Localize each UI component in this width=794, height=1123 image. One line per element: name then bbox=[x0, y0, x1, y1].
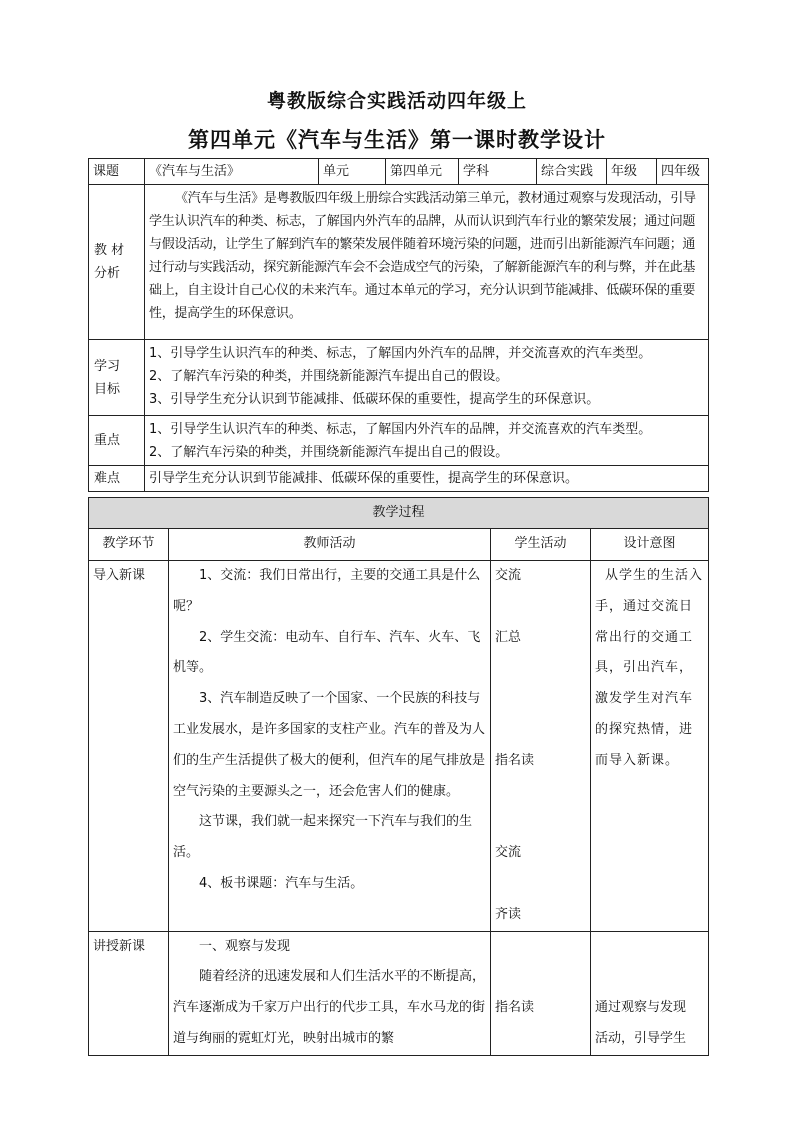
student-activity-line bbox=[495, 653, 586, 684]
student-activity-line bbox=[495, 777, 586, 808]
design-intent-line: 通过观察与发现 bbox=[595, 1000, 687, 1016]
objectives-row bbox=[89, 340, 709, 416]
analysis-text: 《汽车与生活》是粤教版四年级上册综合实践活动第三单元，教材通过观察与发现活动，引导学生认识汽车的种类、标志，了解国内外汽车的品牌，从而认识到汽车行业的繁荣发展；通过问题与假设活动，让学生了解到汽车的繁荣发展伴随着环境污染的问题，进而引出新能源汽车问题；通过行动与实践活动，探究新能源汽车会不会造成空气的污染，了解新能源汽车的利与弊，并在此基础上，自主设计自己心仪的未来汽车。通过本单元的学习，充分认识到节能减排、低碳环保的重要性，提高学生的环保意识。 bbox=[149, 191, 696, 321]
teacher-activity-item: 4、板书课题：汽车与生活。 bbox=[199, 875, 364, 891]
objective-item: 3、引导学生充分认识到节能减排、低碳环保的重要性，提高学生的环保意识。 bbox=[149, 392, 600, 407]
analysis-text-cell bbox=[145, 185, 709, 340]
process-header: 教学过程 bbox=[89, 498, 709, 529]
student-activity-line: 交流 bbox=[495, 845, 522, 861]
subject-label: 学科 bbox=[459, 159, 537, 185]
student-activity-cell bbox=[491, 561, 591, 932]
difficulties-text: 引导学生充分认识到节能减排、低碳环保的重要性，提高学生的环保意识。 bbox=[145, 466, 709, 492]
topic-value: 《汽车与生活》 bbox=[145, 159, 319, 185]
student-activity-line: 指名读 bbox=[495, 1000, 535, 1016]
subject-value: 综合实践 bbox=[537, 159, 607, 185]
teacher-activity-item: 这节课，我们就一起来探究一下汽车与我们的生活。 bbox=[173, 814, 473, 861]
process-row-new-lesson bbox=[89, 931, 709, 1055]
teacher-activity-item: 1、交流：我们日常出行，主要的交通工具是什么呢？ bbox=[173, 568, 481, 614]
design-intent-cell bbox=[591, 561, 709, 932]
process-header-row bbox=[89, 498, 709, 529]
analysis-label-line2: 分析 bbox=[94, 266, 121, 281]
teacher-activity-item: 一、观察与发现 bbox=[199, 938, 291, 954]
design-intent-text: 从学生的生活入手，通过交流日常出行的交通工具，引出汽车，激发学生对汽车的探究热情，进而导入新课。 bbox=[595, 568, 704, 768]
analysis-label bbox=[89, 185, 145, 340]
objectives-label bbox=[89, 340, 145, 416]
document-subtitle: 第四单元《汽车与生活》第一课时教学设计 bbox=[188, 128, 606, 152]
unit-label: 单元 bbox=[319, 159, 386, 185]
column-header-student: 学生活动 bbox=[491, 529, 591, 561]
column-header-stage: 教学环节 bbox=[89, 529, 169, 561]
column-header-teacher: 教师活动 bbox=[169, 529, 491, 561]
lesson-info-table bbox=[88, 158, 709, 492]
teacher-activity-item: 3、汽车制造反映了一个国家、一个民族的科技与工业发展水，是许多国家的支柱产业。汽车的普及为人们的生产生活提供了极大的便利，但汽车的尾气排放是空气污染的主要源头之一，还会危害人们的健康。 bbox=[173, 691, 486, 799]
objectives-cell bbox=[145, 340, 709, 416]
info-row bbox=[89, 159, 709, 185]
teaching-process-table bbox=[88, 497, 709, 1056]
student-activity-line bbox=[495, 684, 586, 715]
difficulties-row bbox=[89, 466, 709, 492]
grade-label: 年级 bbox=[607, 159, 657, 185]
process-column-headers bbox=[89, 529, 709, 561]
teacher-activity-item: 2、学生交流：电动车、自行车、汽车、火车、飞机等。 bbox=[173, 629, 481, 676]
design-intent-cell bbox=[591, 931, 709, 1055]
student-activity-line bbox=[495, 869, 586, 900]
design-intent-line bbox=[595, 962, 704, 993]
objective-item: 2、了解汽车污染的种类，并围绕新能源汽车提出自己的假设。 bbox=[149, 369, 509, 384]
analysis-label-line1: 教 材 bbox=[94, 243, 125, 258]
document-title: 粤教版综合实践活动四年级上 bbox=[266, 90, 527, 112]
key-points-row bbox=[89, 416, 709, 466]
teacher-activity-cell bbox=[169, 931, 491, 1055]
student-activity-cell bbox=[491, 931, 591, 1055]
topic-label: 课题 bbox=[89, 159, 145, 185]
objectives-label-line2: 目标 bbox=[94, 381, 121, 397]
key-point-item: 2、了解汽车污染的种类，并围绕新能源汽车提出自己的假设。 bbox=[149, 445, 509, 460]
process-row-intro bbox=[89, 561, 709, 932]
student-activity-line: 齐读 bbox=[495, 906, 522, 922]
difficulties-label: 难点 bbox=[89, 466, 145, 492]
teacher-activity-cell bbox=[169, 561, 491, 932]
design-intent-line bbox=[595, 932, 704, 963]
stage-cell: 导入新课 bbox=[89, 561, 169, 932]
student-activity-line: 汇总 bbox=[495, 629, 522, 645]
objectives-label-line1: 学习 bbox=[94, 358, 121, 374]
student-activity-line bbox=[495, 932, 586, 963]
key-points-cell bbox=[145, 416, 709, 466]
key-points-label: 重点 bbox=[89, 416, 145, 466]
design-intent-line: 活动，引导学生 bbox=[595, 1030, 687, 1046]
student-activity-line bbox=[495, 715, 586, 746]
grade-value: 四年级 bbox=[657, 159, 709, 185]
key-point-item: 1、引导学生认识汽车的种类、标志，了解国内外汽车的品牌，并交流喜欢的汽车类型。 bbox=[149, 422, 652, 437]
student-activity-line bbox=[495, 807, 586, 838]
stage-cell: 讲授新课 bbox=[89, 931, 169, 1055]
student-activity-line bbox=[495, 962, 586, 993]
unit-value: 第四单元 bbox=[386, 159, 459, 185]
column-header-intent: 设计意图 bbox=[591, 529, 709, 561]
analysis-row bbox=[89, 185, 709, 340]
student-activity-line bbox=[495, 592, 586, 623]
student-activity-line: 交流 bbox=[495, 568, 522, 583]
teacher-activity-item: 随着经济的迅速发展和人们生活水平的不断提高，汽车逐渐成为千家万户出行的代步工具，车水马龙的街道与绚丽的霓虹灯光，映射出城市的繁 bbox=[173, 969, 486, 1046]
student-activity-line: 指名读 bbox=[495, 752, 535, 768]
objective-item: 1、引导学生认识汽车的种类、标志，了解国内外汽车的品牌，并交流喜欢的汽车类型。 bbox=[149, 346, 652, 361]
